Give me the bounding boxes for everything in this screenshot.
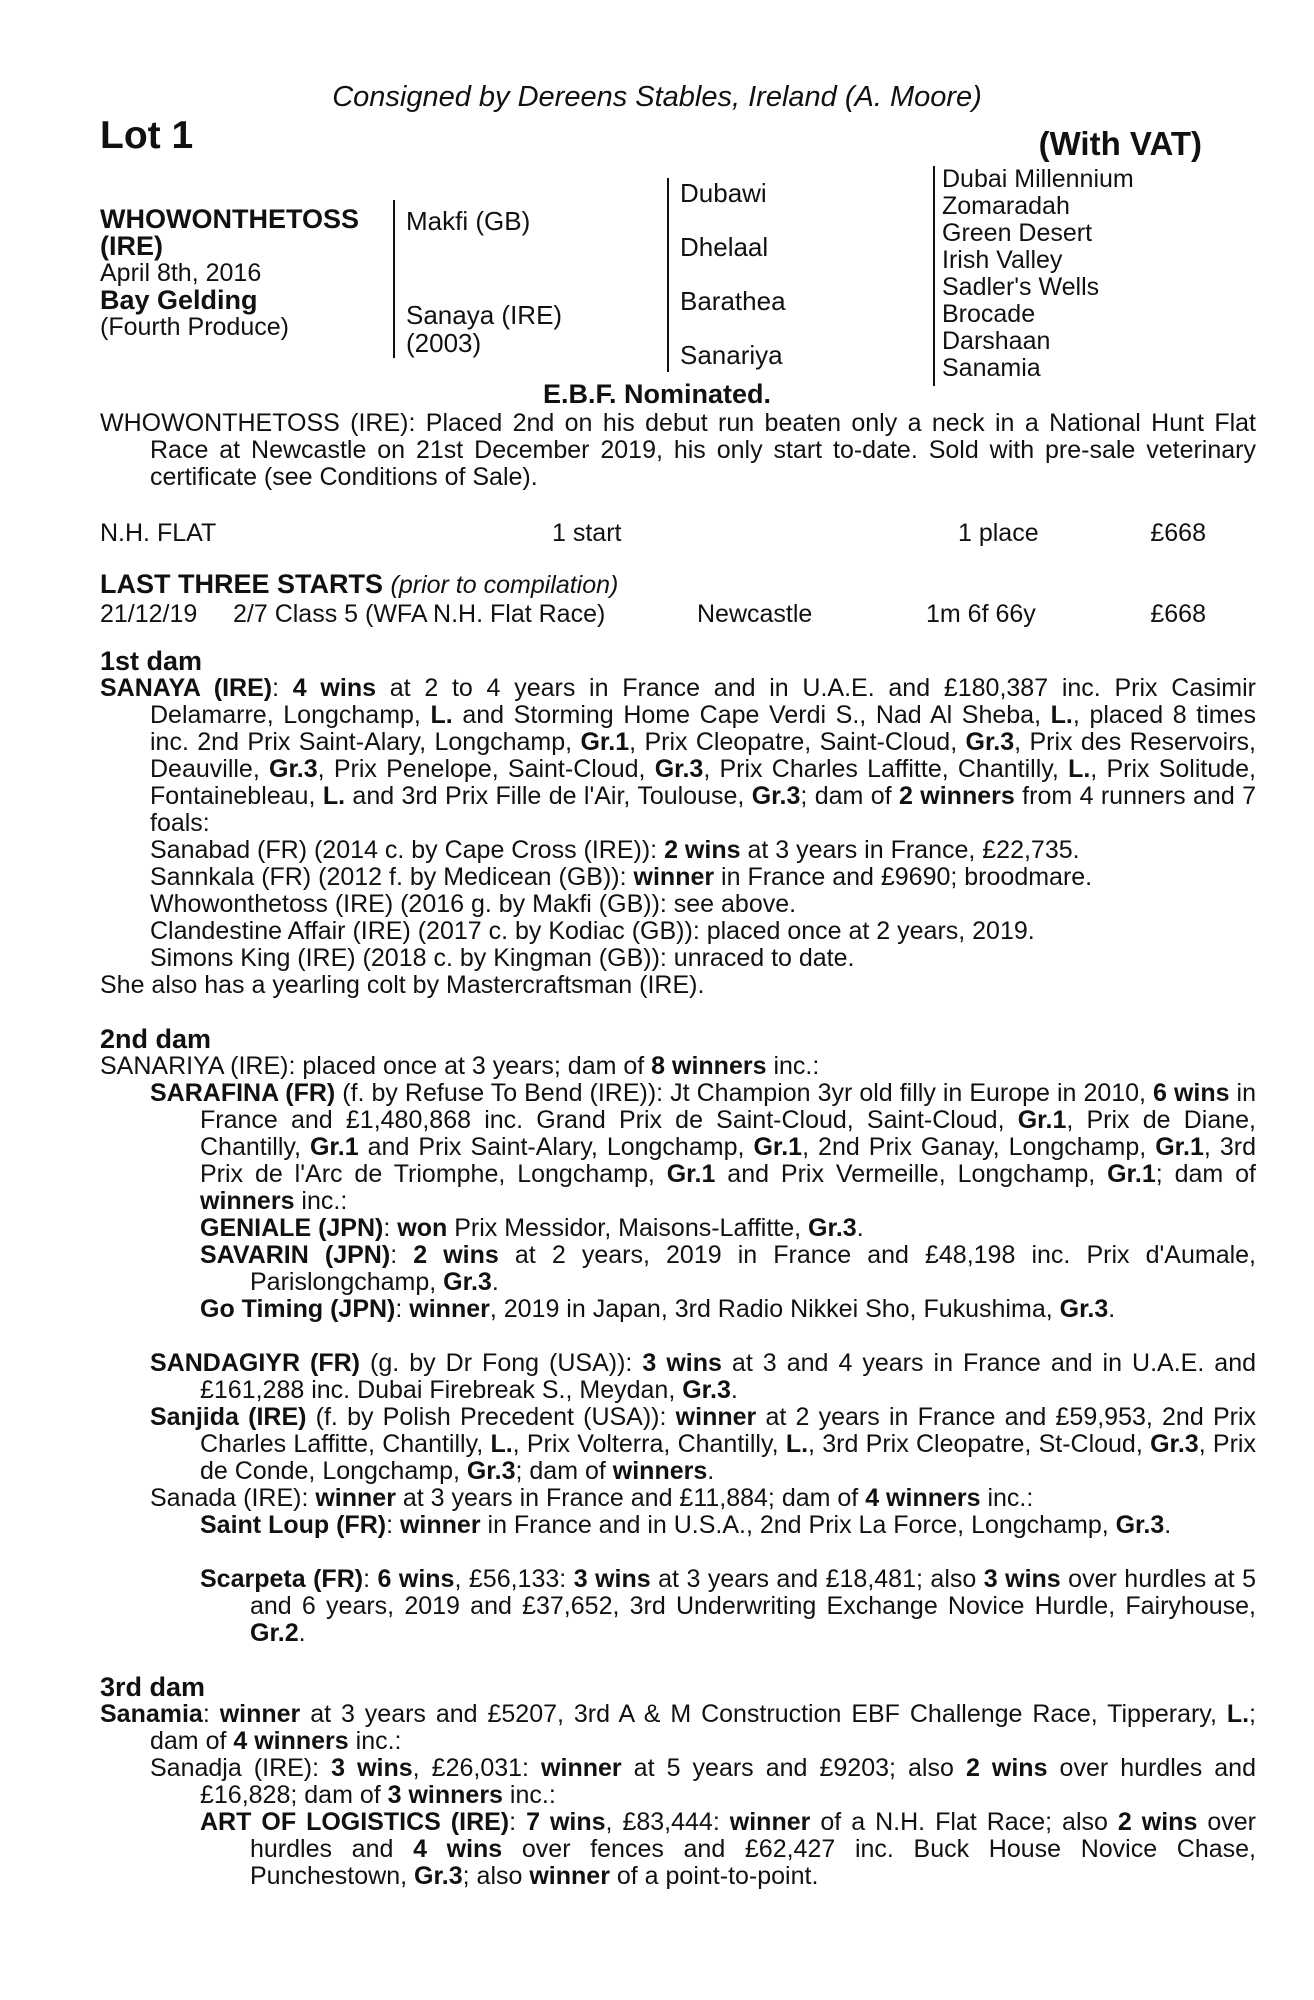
b: winner [729,1808,811,1836]
horse-sex: Bay Gelding [100,285,258,315]
t: Sanada (IRE): [150,1484,316,1512]
b: winners [200,1187,295,1215]
sandagiyr-entry [150,1350,1256,1404]
t: : [509,1808,527,1836]
t: at 2 years, 2019 in France and £48,198 inc. Prix d'Aumale, Parislongchamp, [250,1241,1257,1296]
t: . [730,1376,738,1404]
go-timing-entry [200,1296,1256,1323]
t: , £26,031: [412,1754,542,1782]
pedigree-gen3-2: Zomaradah [942,192,1070,220]
dam-name: SANAYA (IRE) [100,674,273,702]
b: 4 wins [292,674,377,702]
t: ; dam of [1155,1160,1257,1188]
b: Gr.3 [269,755,318,783]
t: and 3rd Prix Fille de l'Air, Toulouse, [345,782,752,810]
b: 7 wins [526,1808,606,1836]
b: Gr.1 [666,1160,716,1188]
t: of a N.H. Flat Race; also [810,1808,1118,1836]
b: Gr.3 [1059,1295,1109,1323]
art-of-logistics-entry [200,1809,1256,1890]
t: (g. by Dr Fong (USA)): [360,1349,643,1377]
horse-name: WHOWONTHETOSS [100,204,359,234]
consignor-line: Consigned by Dereens Stables, Ireland (A. Moore) [332,81,982,113]
b: 3 wins [642,1349,722,1377]
b: L. [430,701,453,729]
t: at 3 and 4 years in France and in U.A.E. and £161,288 inc. Dubai Firebreak S., Meydan, [200,1349,1257,1404]
b: 4 winners [865,1484,981,1512]
pedigree-dam-sire: Barathea [680,286,786,316]
t: . [491,1268,499,1296]
b: Gr.2 [250,1619,299,1647]
b: 2 wins [1117,1808,1198,1836]
b: winner [529,1862,610,1890]
b: Sanamia [100,1700,203,1728]
b: Gr.1 [309,1133,359,1161]
intro-paragraph: WHOWONTHETOSS (IRE): Placed 2nd on his debut run beaten only a neck in a National Hunt Flat Race at Newcastle on 21st December 2019, his only start to-date. Sold with pre-sale veterinary certificate (see Conditions of Sale). [100,409,1256,491]
t: , Prix Solitude, Fontainebleau, [150,755,1256,810]
b: winner [409,1295,490,1323]
pedigree-bracket-2 [667,178,669,372]
b: Gr.3 [1150,1430,1199,1458]
b: Gr.1 [1017,1106,1067,1134]
t: over hurdles and £16,828; dam of [200,1754,1256,1809]
second-dam-heading: 2nd dam [100,1024,212,1054]
t: inc.: [502,1781,556,1809]
b: Gr.1 [1107,1160,1156,1188]
sanjida-entry [150,1404,1256,1485]
t: , Prix Cleopatre, Saint-Cloud, [629,728,966,756]
t: , Prix de Conde, Longchamp, [200,1430,1256,1485]
pedigree-gen3-1: Dubai Millennium [942,165,1134,193]
b: winner [675,1403,757,1431]
t: SANARIYA (IRE): placed once at 3 years; dam of [100,1052,652,1080]
b: 4 wins [413,1835,503,1863]
b: winner [399,1511,481,1539]
first-dam-heading: 1st dam [100,646,203,676]
b: SARAFINA (FR) [150,1079,336,1107]
b: Gr.3 [414,1862,463,1890]
t: and Prix Saint-Alary, Longchamp, [358,1133,754,1161]
t: ; dam of [800,782,899,810]
record-earnings: £668 [1150,519,1206,547]
b: won [397,1214,448,1242]
saint-loup-entry [200,1512,1256,1539]
record-type: N.H. FLAT [100,519,217,547]
start-prize: £668 [1150,600,1206,628]
b: winners [612,1457,708,1485]
t: , £56,133: [454,1565,574,1593]
pedigree-bracket-1 [393,200,395,358]
t: inc.: [980,1484,1034,1512]
second-dam-line [100,1053,1206,1080]
b: 8 winners [651,1052,767,1080]
pedigree-gen3-5: Sadler's Wells [942,273,1100,301]
b: L. [322,782,346,810]
produce-note: (Fourth Produce) [100,313,289,341]
sarafina-entry [150,1080,1256,1215]
t: ; also [462,1862,530,1890]
t: at 3 years and £5207, 3rd A & M Construction EBF Challenge Race, Tipperary, [300,1700,1227,1728]
yearling-note: She also has a yearling colt by Mastercraftsman (IRE). [100,971,705,999]
record-starts: 1 start [552,519,622,547]
t: : [390,1241,414,1269]
t: , Prix Penelope, Saint-Cloud, [317,755,655,783]
t: , 2019 in Japan, 3rd Radio Nikkei Sho, Fukushima, [489,1295,1060,1323]
start-distance: 1m 6f 66y [926,600,1036,628]
b: L. [1226,1700,1250,1728]
t: Sanadja (IRE): [150,1754,332,1782]
t: in France and £9690; broodmare. [714,863,1093,891]
t: at 2 years in France and £59,953, 2nd Prix Charles Laffitte, Chantilly, [200,1403,1256,1458]
t: at 3 years in France, £22,735. [740,836,1080,864]
horse-info [100,206,359,341]
t: inc.: [766,1052,820,1080]
pedigree-dam-name: Sanaya (IRE) [406,300,563,330]
b: winner [541,1754,622,1782]
t: : [272,674,293,702]
t: (f. by Polish Precedent (USA)): [306,1403,676,1431]
t: over hurdles and [250,1808,1256,1863]
t: , Prix des Reservoirs, Deauville, [150,728,1256,783]
b: L. [490,1430,513,1458]
t: , Prix Volterra, Chantilly, [512,1430,786,1458]
b: 6 wins [377,1565,455,1593]
b: 6 wins [1153,1079,1230,1107]
record-places: 1 place [958,519,1039,547]
pedigree-gen3-6: Brocade [942,300,1036,328]
t: . [707,1457,715,1485]
pedigree-gen3 [942,166,1134,382]
t: in France and in U.S.A., 2nd Prix La Force, Longchamp, [480,1511,1116,1539]
b: L. [785,1430,809,1458]
t: , 3rd Prix Cleopatre, St-Cloud, [808,1430,1151,1458]
t: (f. by Refuse To Bend (IRE)): Jt Champion 3yr old filly in Europe in 2010, [335,1079,1154,1107]
t: : [202,1700,220,1728]
b: 3 wins [983,1565,1061,1593]
b: Scarpeta (FR) [200,1565,364,1593]
t: . [1164,1511,1172,1539]
pedigree-gen3-4: Irish Valley [942,246,1063,274]
b: Gr.3 [654,755,704,783]
t: : [395,1295,410,1323]
t: , 3rd Prix de l'Arc de Triomphe, Longchamp, [200,1133,1256,1188]
ebf-nominated: E.B.F. Nominated. [542,379,772,409]
savarin-entry [200,1242,1256,1296]
offspring-5: Simons King (IRE) (2018 c. by Kingman (GB)): unraced to date. [150,944,855,972]
t: from 4 runners and 7 foals: [150,782,1257,837]
b: 3 winners [387,1781,503,1809]
b: 2 wins [965,1754,1048,1782]
t: ; dam of [515,1457,613,1485]
b: L. [1050,701,1073,729]
b: 2 wins [413,1241,499,1269]
t: and Storming Home Cape Verdi S., Nad Al Sheba, [452,701,1051,729]
b: winner [315,1484,396,1512]
b: 3 wins [331,1754,413,1782]
t: inc.: [348,1727,402,1755]
last-three-note: (prior to compilation) [390,571,619,599]
pedigree-sire-sire: Dubawi [680,178,767,208]
t: . [856,1214,864,1242]
sanamia-entry [100,1701,1256,1755]
t: , £83,444: [605,1808,730,1836]
pedigree-dam-dam: Sanariya [680,340,783,370]
t: , 2nd Prix Ganay, Longchamp, [802,1133,1156,1161]
b: Gr.3 [751,782,801,810]
b: 4 winners [233,1727,349,1755]
b: 2 winners [899,782,1015,810]
pedigree-gen3-7: Darshaan [942,327,1051,355]
pedigree-gen3-3: Green Desert [942,219,1093,247]
b: ART OF LOGISTICS (IRE) [200,1808,510,1836]
t: at 2 to 4 years in France and in U.A.E. and £180,387 inc. Prix Casimir Delamarre, Longchamp, [150,674,1256,729]
b: SANDAGIYR (FR) [150,1349,361,1377]
pedigree-sire-dam: Dhelaal [680,232,769,262]
foaling-date: April 8th, 2016 [100,259,262,287]
b: Gr.3 [1115,1511,1165,1539]
b: Gr.3 [443,1268,492,1296]
t: , Prix Charles Laffitte, Chantilly, [703,755,1069,783]
b: Gr.3 [466,1457,516,1485]
t: at 3 years in France and £11,884; dam of [395,1484,866,1512]
pedigree-bracket-3 [933,166,935,386]
t: in France and £1,480,868 inc. Grand Prix de Saint-Cloud, Saint-Cloud, [200,1079,1257,1134]
t: and Prix Vermeille, Longchamp, [715,1160,1108,1188]
third-dam-heading: 3rd dam [100,1672,206,1702]
last-three-heading [100,571,618,599]
pedigree-dam-year: (2003) [406,328,482,358]
t: : [383,1214,398,1242]
b: L. [1068,755,1091,783]
start-course: Newcastle [697,600,813,628]
t: at 5 years and £9203; also [621,1754,966,1782]
geniale-entry [200,1215,1256,1242]
t: ; dam of [150,1700,1256,1755]
pedigree-dam [406,301,562,357]
t: Sanabad (FR) (2014 c. by Cape Cross (IRE)): [150,836,665,864]
b: winner [633,863,715,891]
t: , placed 8 times inc. 2nd Prix Saint-Alary, Longchamp, [150,701,1256,756]
horse-country: (IRE) [100,231,163,261]
t: , Prix de Diane, Chantilly, [200,1106,1256,1161]
b: Saint Loup (FR) [200,1511,387,1539]
pedigree-sire: Makfi (GB) [406,206,531,236]
lot-number: Lot 1 [100,114,194,157]
t: Prix Messidor, Maisons-Laffitte, [447,1214,809,1242]
t: . [298,1619,306,1647]
b: Gr.1 [753,1133,803,1161]
offspring-1 [150,837,1206,864]
t: : [363,1565,378,1593]
t: . [1108,1295,1116,1323]
pedigree-gen3-8: Sanamia [942,354,1041,382]
offspring-4: Clandestine Affair (IRE) (2017 c. by Kodiac (GB)): placed once at 2 years, 2019. [150,917,1035,945]
b: Gr.3 [682,1376,731,1404]
t: Sannkala (FR) (2012 f. by Medicean (GB)): [150,863,634,891]
b: Sanjida (IRE) [150,1403,307,1431]
vat-label: (With VAT) [1038,125,1202,162]
t: at 3 years and £18,481; also [650,1565,984,1593]
offspring-2 [150,864,1206,891]
t: of a point-to-point. [609,1862,819,1890]
b: Gr.1 [1155,1133,1204,1161]
scarpeta-entry [200,1566,1256,1647]
offspring-3: Whowonthetoss (IRE) (2016 g. by Makfi (GB)): see above. [150,890,797,918]
b: 2 wins [664,836,741,864]
start-date: 21/12/19 [100,600,198,628]
b: GENIALE (JPN) [200,1214,384,1242]
b: Gr.1 [580,728,630,756]
b: Gr.3 [808,1214,857,1242]
t: over hurdles at 5 and 6 years, 2019 and £37,652, 3rd Underwriting Exchange Novice Hurdle, Fairyhouse, [250,1565,1256,1620]
start-race: 2/7 Class 5 (WFA N.H. Flat Race) [233,600,606,628]
first-dam-paragraph [100,675,1256,837]
b: winner [219,1700,301,1728]
b: 3 wins [573,1565,651,1593]
t: over fences and £62,427 inc. Buck House Novice Chase, Punchestown, [250,1835,1257,1890]
sanada-entry [150,1485,1256,1512]
b: SAVARIN (JPN) [200,1241,391,1269]
t: inc.: [294,1187,348,1215]
t: : [386,1511,400,1539]
last-three-title: LAST THREE STARTS [100,569,383,599]
b: Go Timing (JPN) [200,1295,396,1323]
sanadja-entry [150,1755,1256,1809]
b: Gr.3 [965,728,1015,756]
